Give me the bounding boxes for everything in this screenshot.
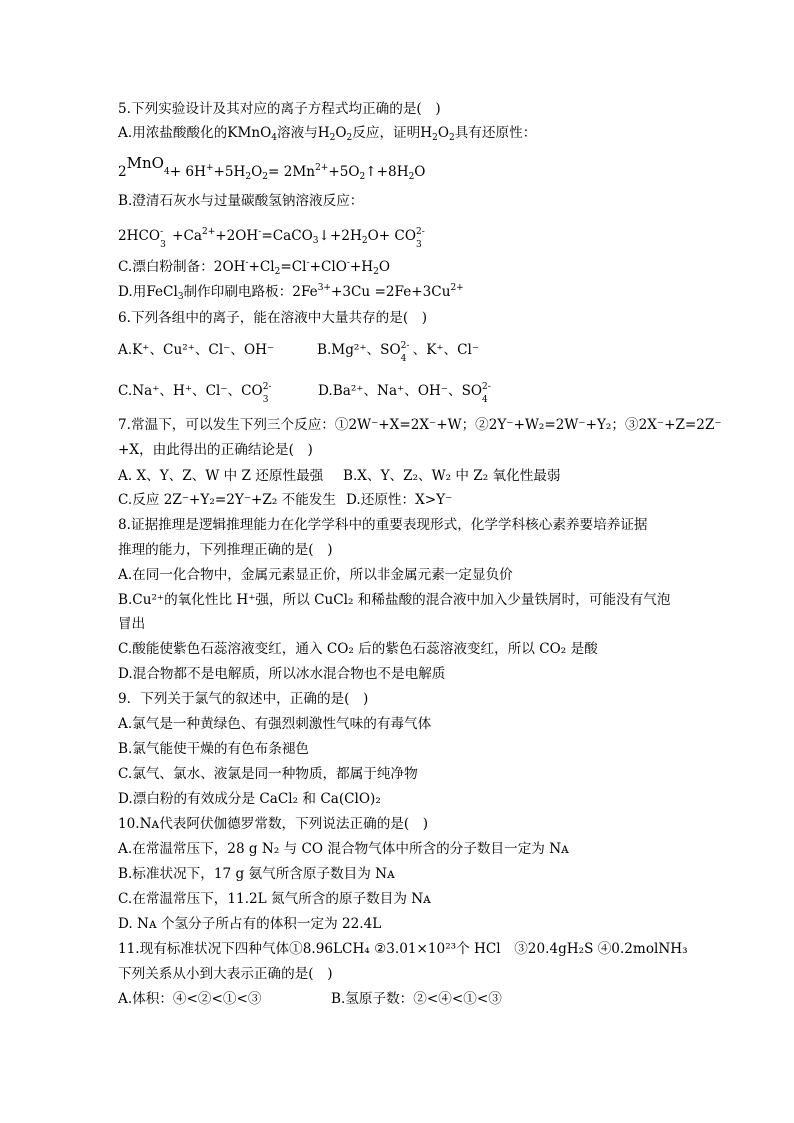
q10-option-c: C.在常温常压下，11.2L 氮气所含的原子数目为 Nᴀ <box>118 891 431 907</box>
q9-stem: 9．下列关于氯气的叙述中，正确的是( ) <box>118 691 369 707</box>
q7-option-d: D.还原性：X>Y⁻ <box>346 492 453 508</box>
q6-option-c: C.Na⁺、H⁺、Cl⁻、CO 2- 3 <box>118 382 272 405</box>
q8-option-d: D.混合物都不是电解质，所以冰水混合物也不是电解质 <box>118 666 446 682</box>
q11-option-a: A.体积：④<②<①<③ <box>118 991 262 1007</box>
q6-option-d: D.Ba²⁺、Na⁺、OH⁻、SO 2- 4 <box>318 382 491 405</box>
q8-option-a: A.在同一化合物中，金属元素显正价，所以非金属元素一定显负价 <box>118 567 513 583</box>
q9-option-a: A.氯气是一种黄绿色、有强烈刺激性气味的有毒气体 <box>118 716 432 732</box>
q5-stem: 5.下列实验设计及其对应的离子方程式均正确的是( ) <box>118 101 441 117</box>
q10-option-d: D. Nᴀ 个氢分子所占有的体积一定为 22.4L <box>118 916 382 932</box>
q7-stem-line2: +X，由此得出的正确结论是( ) <box>118 442 313 458</box>
q5-option-c: C.漂白粉制备：$2OH^-+Cl_2=Cl^-+ClO^-+H_2O$ <box>118 258 391 277</box>
q5-option-a: A.用浓盐酸酸化的KMnO$_4$溶液与$H_2O_2$反应，证明$H_2O_2$具有还原性： <box>118 125 537 143</box>
q9-option-d: D.漂白粉的有效成分是 CaCl₂ 和 Ca(ClO)₂ <box>118 791 381 807</box>
q7-option-a: A. X、Y、Z、W 中 Z 还原性最强 <box>118 468 324 484</box>
q9-option-c: C.氯气、氯水、液氯是同一种物质，都属于纯净物 <box>118 766 418 782</box>
q5-option-d: D.用FeCl$_3$制作印刷电路板：$2Fe^{3+}+3Cu =2Fe+3Cu^{2+}$ <box>118 283 464 302</box>
q6-option-b: B.Mg²⁺、SO 2- 4 、K⁺、Cl⁻ <box>317 341 480 364</box>
q5-equation-b: 2HCO - 3 $+Ca^{2+}+2OH^-=CaCO_3↓+2H_2O+$ CO 2- 3 <box>118 227 425 250</box>
q5-equation-a: $2MnO_4+ 6H^++5H_2O_2=$ $2Mn^{2+}+5O_2↑+8H_2O$ <box>118 154 426 182</box>
q8-stem-line2: 推理的能力，下列推理正确的是( ) <box>118 542 333 558</box>
q7-option-b: B.X、Y、Z₂、W₂ 中 Z₂ 氧化性最弱 <box>343 468 561 484</box>
q6-stem: 6.下列各组中的离子，能在溶液中大量共存的是( ) <box>118 310 428 326</box>
q11-stem-line2: 下列关系从小到大表示正确的是( ) <box>118 966 333 982</box>
q9-option-b: B.氯气能使干燥的有色布条褪色 <box>118 741 310 757</box>
q8-option-c: C.酸能使紫色石蕊溶液变红，通入 CO₂ 后的紫色石蕊溶液变红，所以 CO₂ 是酸 <box>118 641 598 657</box>
q7-stem-line1: 7.常温下，可以发生下列三个反应：①2W⁻+X=2X⁻+W；②2Y⁻+W₂=2W⁻+Y₂；③2X⁻+Z=2Z⁻ <box>118 417 722 433</box>
q10-option-b: B.标准状况下，17 g 氨气所含原子数目为 Nᴀ <box>118 866 395 882</box>
q5-option-b: B.澄清石灰水与过量碳酸氢钠溶液反应： <box>118 193 364 209</box>
q7-option-c: C.反应 2Z⁻+Y₂=2Y⁻+Z₂ 不能发生 <box>118 492 336 508</box>
q8-option-b-line2: 冒出 <box>118 616 146 632</box>
q10-option-a: A.在常温常压下，28 g N₂ 与 CO 混合物气体中所含的分子数目一定为 Nᴀ <box>118 841 569 857</box>
q11-stem-line1: 11.现有标准状况下四种气体①8.96LCH₄ ②3.01×10²³个 HCl ③20.4gH₂S ④0.2molNH₃ <box>118 941 688 957</box>
q8-stem-line1: 8.证据推理是逻辑推理能力在化学学科中的重要表现形式，化学学科核心素养要培养证据 <box>118 517 648 533</box>
q6-option-a: A.K⁺、Cu²⁺、Cl⁻、OH⁻ <box>118 342 275 358</box>
q11-option-b: B.氢原子数：②<④<①<③ <box>331 991 502 1007</box>
q10-stem: 10.Nᴀ代表阿伏伽德罗常数，下列说法正确的是( ) <box>118 816 429 832</box>
q8-option-b-line1: B.Cu²⁺的氧化性比 H⁺强，所以 CuCl₂ 和稀盐酸的混合液中加入少量铁屑时，可能没有气泡 <box>118 592 671 608</box>
